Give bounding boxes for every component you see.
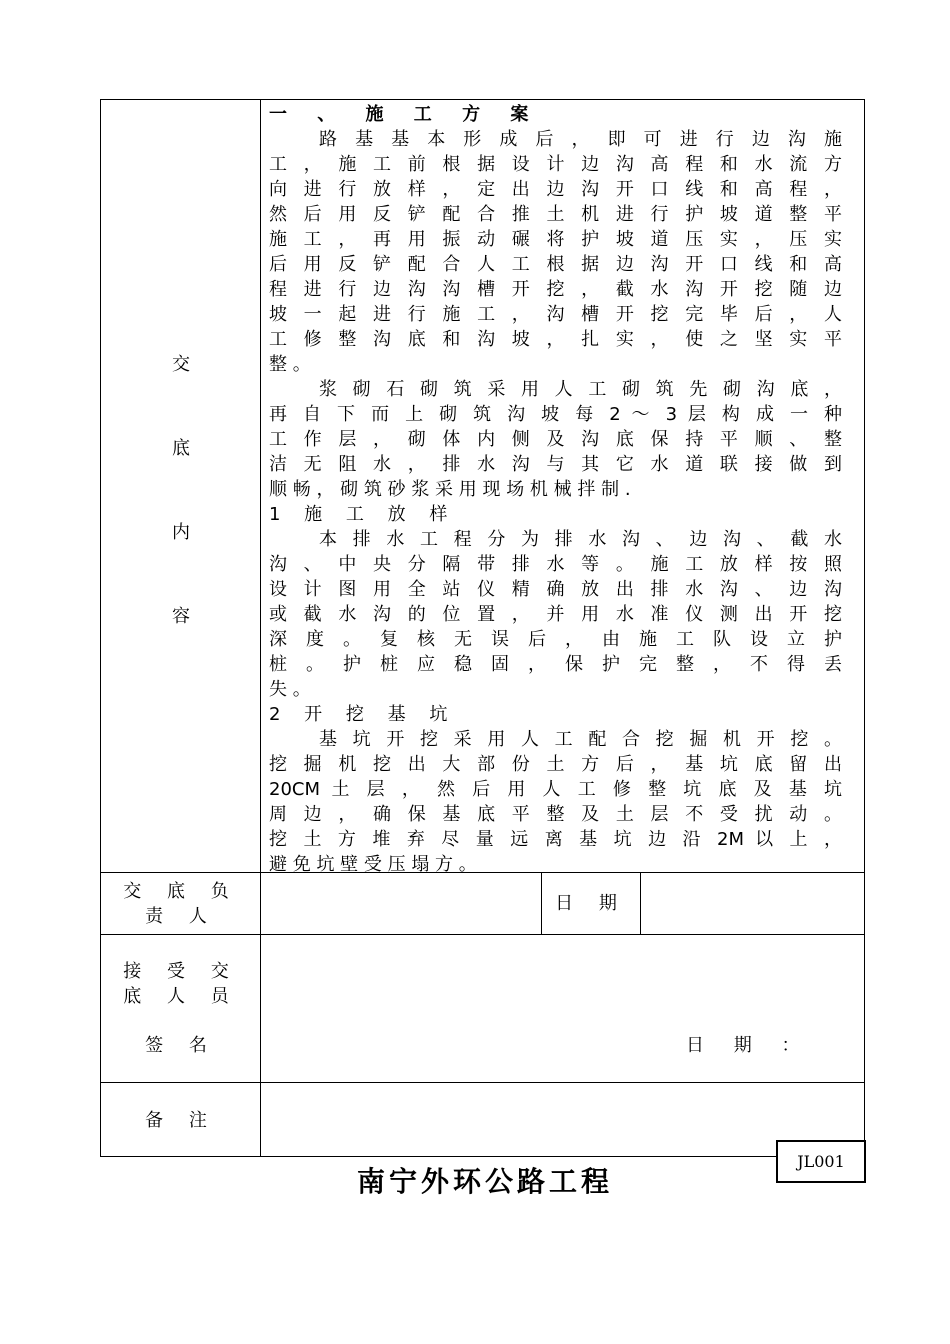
- row-divider: [101, 1082, 864, 1083]
- content-line: 浆 砌 石 砌 筑 采 用 人 工 砌 筑 先 砌 沟 底 ，: [319, 379, 842, 400]
- subsection-title: 2 开 挖 基 坑: [269, 704, 457, 725]
- content-line: 路 基 基 本 形 成 后 ， 即 可 进 行 边 沟 施: [319, 129, 842, 150]
- content-line: 整 。: [269, 354, 311, 375]
- disclosure-content: [269, 102, 842, 877]
- paragraph-construction-plan: [269, 127, 842, 377]
- content-line: 基 坑 开 挖 采 用 人 工 配 合 挖 掘 机 开 挖 。: [319, 729, 842, 750]
- content-line: 避 免 坑 壁 受 压 塌 方 。: [269, 854, 477, 875]
- person-in-charge-field[interactable]: [263, 875, 539, 932]
- project-title: 南宁外环公路工程: [356, 1165, 613, 1198]
- signature-field[interactable]: [263, 937, 863, 1080]
- date-field[interactable]: [643, 875, 863, 932]
- content-label-char: 内: [172, 522, 190, 543]
- content-line: 工 作 层 ， 砌 体 内 侧 及 沟 底 保 持 平 顺 、 整: [269, 429, 842, 450]
- content-line: 20CM 土 层 ， 然 后 用 人 工 修 整 坑 底 及 基 坑: [269, 779, 842, 800]
- remark-label: 备 注: [145, 1110, 217, 1131]
- content-line: 桩 。 护 桩 应 稳 固 ， 保 护 完 整 ， 不 得 丢: [269, 654, 842, 675]
- content-line: 施 工 ， 再 用 振 动 碾 将 护 坡 道 压 实 ， 压 实: [269, 229, 842, 250]
- content-line: 工 修 整 沟 底 和 沟 坡 ， 扎 实 ， 使 之 坚 实 平: [269, 329, 842, 350]
- content-line: 顺 畅 ， 砌 筑 砂 浆 采 用 现 场 机 械 拌 制 .: [269, 479, 631, 500]
- paragraph-masonry: [269, 377, 842, 502]
- label-line: 接 受 交: [123, 961, 239, 982]
- content-line: 失 。: [269, 679, 311, 700]
- content-line: 或 截 水 沟 的 位 置 ， 并 用 水 准 仪 测 出 开 挖: [269, 604, 842, 625]
- label-line: 责 人: [145, 906, 217, 927]
- remark-field[interactable]: [263, 1085, 863, 1155]
- content-line: 然 后 用 反 铲 配 合 推 土 机 进 行 护 坡 道 整 平: [269, 204, 842, 225]
- label-line: 底 人 员: [123, 986, 239, 1007]
- content-line: 向 进 行 放 样 ， 定 出 边 沟 开 口 线 和 高 程 ，: [269, 179, 842, 200]
- receiver-label: [101, 959, 261, 1009]
- label-line: 交 底 负: [123, 881, 239, 902]
- subsection-title: 1 施 工 放 样: [269, 504, 457, 525]
- content-label-char: 底: [172, 438, 190, 459]
- paragraph-setting-out: [269, 527, 842, 702]
- section-heading: 一 、 施 工 方 案: [269, 104, 541, 125]
- content-label-char: 交: [172, 354, 190, 375]
- content-label-char: 容: [172, 606, 190, 627]
- content-line: 设 计 图 用 全 站 仪 精 确 放 出 排 水 沟 、 边 沟: [269, 579, 842, 600]
- content-line: 本 排 水 工 程 分 为 排 水 沟 、 边 沟 、 截 水: [319, 529, 842, 550]
- content-line: 洁 无 阻 水 ， 排 水 沟 与 其 它 水 道 联 接 做 到: [269, 454, 842, 475]
- date-label: 日 期: [555, 893, 627, 914]
- paragraph-excavation: [269, 727, 842, 877]
- content-line: 挖 掘 机 挖 出 大 部 份 土 方 后 ， 基 坑 底 留 出: [269, 754, 842, 775]
- content-line: 后 用 反 铲 配 合 人 工 根 据 边 沟 开 口 线 和 高: [269, 254, 842, 275]
- person-in-charge-label: [101, 879, 261, 929]
- content-line: 挖 土 方 堆 弃 尽 量 远 离 基 坑 边 沿 2M 以 上 ，: [269, 829, 842, 850]
- signature-date-label: 日 期 ：: [686, 1035, 812, 1056]
- content-line: 深 度 。 复 核 无 误 后 ， 由 施 工 队 设 立 护: [269, 629, 842, 650]
- content-line: 周 边 ， 确 保 基 底 平 整 及 土 层 不 受 扰 动 。: [269, 804, 842, 825]
- signature-label: 签 名: [145, 1035, 217, 1056]
- content-line: 程 进 行 边 沟 沟 槽 开 挖 ， 截 水 沟 开 挖 随 边: [269, 279, 842, 300]
- content-line: 再 自 下 而 上 砌 筑 沟 坡 每 2 ～ 3 层 构 成 一 种: [269, 404, 842, 425]
- content-line: 沟 、 中 央 分 隔 带 排 水 等 。 施 工 放 样 按 照: [269, 554, 842, 575]
- disclosure-form-table: [100, 99, 865, 1157]
- form-code: JL001: [776, 1140, 866, 1183]
- row-divider: [101, 934, 864, 935]
- content-line: 坡 一 起 进 行 施 工 ， 沟 槽 开 挖 完 毕 后 ， 人: [269, 304, 842, 325]
- content-line: 工 ， 施 工 前 根 据 设 计 边 沟 高 程 和 水 流 方: [269, 154, 842, 175]
